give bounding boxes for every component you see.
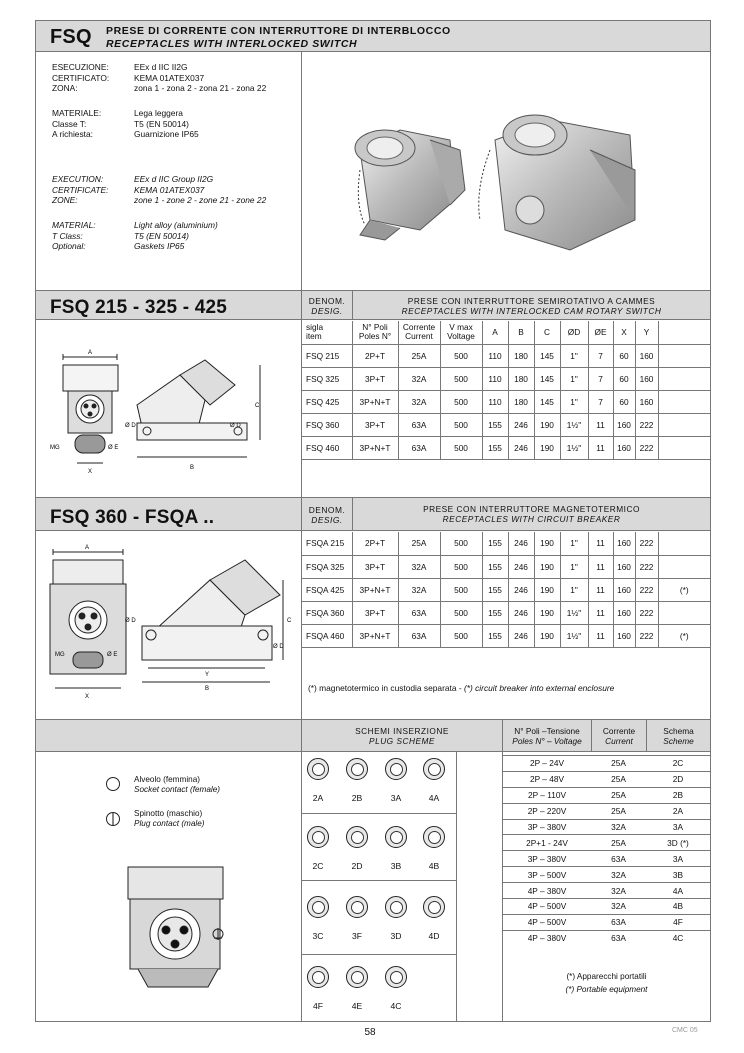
- table-cell: 160: [635, 367, 658, 390]
- scheme-cell: 2A: [646, 803, 710, 819]
- table-cell: 110: [482, 390, 508, 413]
- table-cell: 190: [534, 601, 560, 624]
- section1-title: FSQ 215 - 325 - 425: [50, 297, 228, 318]
- table-cell: (*): [658, 578, 710, 601]
- table-cell: 180: [508, 344, 534, 367]
- female-contact-icon: [106, 777, 120, 791]
- table-cell: 60: [613, 367, 635, 390]
- table-cell: 246: [508, 601, 534, 624]
- plug-3f-icon: [346, 896, 368, 918]
- table-cell: 25A: [398, 532, 440, 555]
- scheme-cell: 4P – 380V: [503, 883, 591, 899]
- plug-label: 2D: [351, 861, 363, 871]
- table-cell: 500: [440, 367, 482, 390]
- scheme-cell: 32A: [591, 899, 646, 915]
- table-cell: 7: [588, 390, 613, 413]
- plug-label: 3D: [390, 931, 402, 941]
- table-row: [302, 436, 710, 459]
- scheme-table: [503, 755, 710, 946]
- scheme-cell: 4P – 500V: [503, 899, 591, 915]
- table-cell: FSQ 325: [302, 367, 352, 390]
- table-cell: 1": [560, 390, 588, 413]
- table-cell: 155: [482, 532, 508, 555]
- table-row: [302, 344, 710, 367]
- table-cell: 160: [613, 601, 635, 624]
- scheme-row: [503, 883, 710, 899]
- plug-3d-icon: [385, 896, 407, 918]
- scheme-cell: 3D (*): [646, 835, 710, 851]
- plug-4a-icon: [423, 758, 445, 780]
- table-cell: 1½": [560, 624, 588, 647]
- s1-label-mg: MG: [50, 445, 60, 451]
- table-row: [302, 532, 710, 555]
- scheme-cell: 2P+1 - 24V: [503, 835, 591, 851]
- table-cell: [658, 413, 710, 436]
- section2-title: FSQ 360 - FSQA ..: [50, 507, 215, 528]
- table-cell: FSQA 360: [302, 601, 352, 624]
- table-cell: 110: [482, 344, 508, 367]
- plug-label: 3C: [312, 931, 324, 941]
- plug-2d-icon: [346, 826, 368, 848]
- scheme-row: [503, 867, 710, 883]
- section1-desc: PRESE CON INTERRUTTORE SEMIROTATIVO A CAMMES RECEPTACLES WITH INTERLOCKED CAM ROTARY SWITCH: [401, 296, 662, 316]
- scheme-cell: 4F: [646, 914, 710, 930]
- scheme-cell: 25A: [591, 771, 646, 787]
- table-cell: 160: [613, 578, 635, 601]
- plug-label: 4C: [390, 1001, 402, 1011]
- section1-table: [302, 321, 710, 460]
- scheme-cell: 25A: [591, 803, 646, 819]
- scheme-cell: 2D: [646, 771, 710, 787]
- section2-table: [302, 532, 710, 648]
- table-cell: 1½": [560, 436, 588, 459]
- scheme-cell: 3P – 380V: [503, 851, 591, 867]
- table-cell: (*): [658, 624, 710, 647]
- scheme-cell: 32A: [591, 867, 646, 883]
- table-cell: 32A: [398, 555, 440, 578]
- table-row: [302, 413, 710, 436]
- table-cell: 11: [588, 555, 613, 578]
- plug-label: 2B: [351, 793, 363, 803]
- table-cell: 500: [440, 436, 482, 459]
- specs-italian: ESECUZIONE: EEx d IIC II2G CERTIFICATO: KEMA 01ATEX037 ZONA: zona 1 - zona 2 - zona 21 - zona 22: [52, 62, 267, 94]
- table-cell: 32A: [398, 390, 440, 413]
- scheme-cell: 32A: [591, 883, 646, 899]
- s2-label-mg: MG: [55, 652, 65, 658]
- table-cell: 1": [560, 367, 588, 390]
- table-cell: FSQ 425: [302, 390, 352, 413]
- s2-label-x: X: [85, 694, 90, 700]
- table-cell: 60: [613, 390, 635, 413]
- table-cell: [658, 601, 710, 624]
- plug-label: 2C: [312, 861, 324, 871]
- table-cell: 222: [635, 578, 658, 601]
- plug-3b-icon: [385, 826, 407, 848]
- table-cell: 32A: [398, 578, 440, 601]
- table-cell: FSQA 425: [302, 578, 352, 601]
- table-cell: FSQA 460: [302, 624, 352, 647]
- table-cell: 3P+T: [352, 413, 398, 436]
- table-cell: 246: [508, 624, 534, 647]
- table-cell: 3P+N+T: [352, 578, 398, 601]
- table-cell: FSQ 460: [302, 436, 352, 459]
- table-cell: 3P+N+T: [352, 390, 398, 413]
- table-cell: 60: [613, 344, 635, 367]
- specs-english-material: MATERIAL: Light alloy (aluminium) T Class: T5 (EN 50014) Optional: Gaskets IP65: [52, 220, 218, 252]
- table-cell: 190: [534, 436, 560, 459]
- header-code: FSQ: [50, 26, 92, 48]
- table-row: [302, 578, 710, 601]
- plug-label: 3B: [390, 861, 402, 871]
- plug-2c-icon: [307, 826, 329, 848]
- table-cell: [658, 367, 710, 390]
- table-cell: 222: [635, 555, 658, 578]
- table-cell: [658, 436, 710, 459]
- scheme-cell: 2B: [646, 787, 710, 803]
- table-cell: [658, 344, 710, 367]
- scheme-cell: 25A: [591, 835, 646, 851]
- table-cell: 1½": [560, 601, 588, 624]
- section1-denom: DENOM. DESIG.: [308, 296, 346, 316]
- scheme-row: [503, 914, 710, 930]
- scheme-cell: 3B: [646, 867, 710, 883]
- header-title-en: RECEPTACLES WITH INTERLOCKED SWITCH: [106, 38, 358, 50]
- header-title-it: PRESE DI CORRENTE CON INTERRUTTORE DI INTERBLOCCO: [106, 25, 451, 37]
- plug-4f-icon: [307, 966, 329, 988]
- table-cell: 190: [534, 413, 560, 436]
- table-cell: 190: [534, 578, 560, 601]
- table-row: [302, 367, 710, 390]
- specs-english: EXECUTION: EEx d IIC Group II2G CERTIFICATE: KEMA 01ATEX037 ZONE: zone 1 - zone 2 - zone 21 - zone 22: [52, 174, 267, 206]
- scheme-cell: 2C: [646, 756, 710, 772]
- table-cell: 1": [560, 344, 588, 367]
- table-cell: 180: [508, 390, 534, 413]
- table-cell: 145: [534, 344, 560, 367]
- table-row: [302, 624, 710, 647]
- table-cell: 246: [508, 578, 534, 601]
- plug-4b-icon: [423, 826, 445, 848]
- table-cell: 3P+N+T: [352, 624, 398, 647]
- table-cell: 160: [613, 413, 635, 436]
- section2-drawing: [45, 540, 295, 700]
- section2-note: (*) magnetotermico in custodia separata - (*) circuit breaker into external enclosure: [308, 683, 615, 693]
- table-cell: 160: [613, 436, 635, 459]
- table-row: [302, 390, 710, 413]
- s1-label-d: Ø D: [125, 423, 136, 429]
- table-cell: 3P+T: [352, 367, 398, 390]
- scheme-row: [503, 819, 710, 835]
- schemes-head: SCHEMI INSERZIONE PLUG SCHEME: [355, 726, 449, 746]
- s2-label-d: Ø D: [125, 618, 136, 624]
- legend-female: Alveolo (femmina) Socket contact (female): [134, 775, 221, 794]
- scheme-cell: 2P – 24V: [503, 756, 591, 772]
- section2-denom: DENOM. DESIG.: [308, 505, 346, 525]
- table-cell: 145: [534, 367, 560, 390]
- table-cell: 25A: [398, 344, 440, 367]
- plug-2a-icon: [307, 758, 329, 780]
- table-cell: 110: [482, 367, 508, 390]
- scheme-cell: 63A: [591, 851, 646, 867]
- scheme-row: [503, 787, 710, 803]
- table-cell: 222: [635, 624, 658, 647]
- s1-label-x: X: [88, 469, 93, 475]
- table-cell: 11: [588, 578, 613, 601]
- scheme-cell: 4C: [646, 930, 710, 946]
- table-cell: 2P+T: [352, 532, 398, 555]
- table-cell: 155: [482, 578, 508, 601]
- table-cell: 246: [508, 532, 534, 555]
- table-cell: 3P+N+T: [352, 436, 398, 459]
- table-cell: FSQA 325: [302, 555, 352, 578]
- plug-2b-icon: [346, 758, 368, 780]
- table-cell: 155: [482, 601, 508, 624]
- table-cell: 32A: [398, 367, 440, 390]
- plug-4d-icon: [423, 896, 445, 918]
- table-cell: 1½": [560, 413, 588, 436]
- scheme-cell: 4P – 500V: [503, 914, 591, 930]
- table-cell: 3P+T: [352, 601, 398, 624]
- table-cell: 500: [440, 624, 482, 647]
- scheme-cell: 4B: [646, 899, 710, 915]
- plug-label: 4A: [428, 793, 440, 803]
- scheme-cell: 63A: [591, 914, 646, 930]
- table-cell: 11: [588, 624, 613, 647]
- table-cell: 222: [635, 436, 658, 459]
- scheme-row: [503, 899, 710, 915]
- table-cell: 160: [635, 344, 658, 367]
- table-cell: 190: [534, 532, 560, 555]
- table-cell: 155: [482, 413, 508, 436]
- scheme-cell: 3P – 380V: [503, 819, 591, 835]
- s2-label-a: A: [85, 545, 90, 551]
- plug-4e-icon: [346, 966, 368, 988]
- s2-label-d2: Ø D: [273, 644, 284, 650]
- table-cell: 246: [508, 555, 534, 578]
- plug-label: 2A: [312, 793, 324, 803]
- table-cell: 11: [588, 532, 613, 555]
- scheme-cell: 25A: [591, 756, 646, 772]
- scheme-cell: 2P – 110V: [503, 787, 591, 803]
- male-contact-icon: [106, 812, 120, 826]
- table-cell: 1": [560, 555, 588, 578]
- table-cell: FSQ 215: [302, 344, 352, 367]
- table-cell: 160: [635, 390, 658, 413]
- legend-male: Spinotto (maschio) Plug contact (male): [134, 809, 205, 828]
- receptacle-front-drawing: [118, 862, 238, 992]
- table-cell: 246: [508, 436, 534, 459]
- table-row: [302, 601, 710, 624]
- scheme-row: [503, 930, 710, 946]
- table-cell: 160: [613, 532, 635, 555]
- scheme-cell: 4P – 380V: [503, 930, 591, 946]
- s1-label-a: A: [88, 350, 93, 356]
- plug-label: 3A: [390, 793, 402, 803]
- table-cell: 7: [588, 344, 613, 367]
- table-cell: 500: [440, 555, 482, 578]
- scheme-row: [503, 803, 710, 819]
- table-cell: FSQA 215: [302, 532, 352, 555]
- page-number: 58: [364, 1027, 376, 1038]
- scheme-cell: 3P – 500V: [503, 867, 591, 883]
- scheme-cell: 63A: [591, 930, 646, 946]
- table-cell: 63A: [398, 413, 440, 436]
- table-cell: 155: [482, 555, 508, 578]
- scheme-cell: 4A: [646, 883, 710, 899]
- table-cell: 500: [440, 390, 482, 413]
- section1-drawing: [45, 345, 295, 475]
- table-cell: 190: [534, 555, 560, 578]
- table-cell: [658, 390, 710, 413]
- table-cell: 63A: [398, 624, 440, 647]
- scheme-row: [503, 771, 710, 787]
- table-cell: 11: [588, 601, 613, 624]
- table-cell: 500: [440, 344, 482, 367]
- table-cell: 3P+T: [352, 555, 398, 578]
- schemes-col-current: Corrente Current: [602, 726, 636, 746]
- table-cell: FSQ 360: [302, 413, 352, 436]
- table-cell: 155: [482, 436, 508, 459]
- schemes-col-scheme: Schema Scheme: [663, 726, 694, 746]
- scheme-row: [503, 851, 710, 867]
- plug-label: 4E: [351, 1001, 363, 1011]
- footer-code: CMC 05: [672, 1027, 698, 1034]
- table-cell: 7: [588, 367, 613, 390]
- scheme-cell: 3A: [646, 819, 710, 835]
- scheme-row: [503, 756, 710, 772]
- s1-label-b: B: [190, 465, 195, 471]
- table-row: [302, 555, 710, 578]
- table-cell: 63A: [398, 601, 440, 624]
- section1-header-row: sigla item N° Poli Poles N° Corrente Current V max Voltage A B C ØD ØE X Y: [302, 321, 710, 344]
- portable-note: (*) Apparecchi portatili (*) Portable equipment: [565, 972, 648, 994]
- s2-label-c: C: [287, 618, 292, 624]
- table-cell: 222: [635, 413, 658, 436]
- plug-label: 4B: [428, 861, 440, 871]
- table-cell: 500: [440, 532, 482, 555]
- table-cell: 246: [508, 413, 534, 436]
- scheme-cell: 2P – 48V: [503, 771, 591, 787]
- table-cell: 63A: [398, 436, 440, 459]
- table-cell: 500: [440, 413, 482, 436]
- specs-italian-material: MATERIALE: Lega leggera Classe T: T5 (EN 50014) A richiesta: Guarnizione IP65: [52, 108, 199, 140]
- table-cell: 155: [482, 624, 508, 647]
- plug-label: 3F: [351, 931, 363, 941]
- plug-label: 4D: [428, 931, 440, 941]
- table-cell: 180: [508, 367, 534, 390]
- scheme-cell: 2P – 220V: [503, 803, 591, 819]
- plug-3c-icon: [307, 896, 329, 918]
- product-photo: [330, 110, 650, 260]
- table-cell: [658, 532, 710, 555]
- plug-label: 4F: [312, 1001, 324, 1011]
- table-cell: 1": [560, 578, 588, 601]
- s1-label-c: C: [255, 403, 260, 409]
- scheme-cell: 32A: [591, 819, 646, 835]
- table-cell: 190: [534, 624, 560, 647]
- scheme-row: [503, 835, 710, 851]
- plug-3a-icon: [385, 758, 407, 780]
- table-cell: 222: [635, 532, 658, 555]
- s2-label-y: Y: [205, 672, 210, 678]
- section2-desc: PRESE CON INTERRUTTORE MAGNETOTERMICO RECEPTACLES WITH CIRCUIT BREAKER: [423, 504, 640, 524]
- schemes-col-poles: N° Poli –Tensione Poles N° – Voltage: [512, 726, 582, 746]
- table-cell: 11: [588, 436, 613, 459]
- table-cell: 160: [613, 555, 635, 578]
- plug-4c-icon: [385, 966, 407, 988]
- s2-label-b: B: [205, 686, 210, 692]
- table-cell: 2P+T: [352, 344, 398, 367]
- table-cell: 1": [560, 532, 588, 555]
- table-cell: 160: [613, 624, 635, 647]
- s2-label-e: Ø E: [107, 652, 118, 658]
- table-cell: [658, 555, 710, 578]
- table-cell: 500: [440, 601, 482, 624]
- s1-label-d2: Ø D: [230, 423, 241, 429]
- table-cell: 11: [588, 413, 613, 436]
- s1-label-e: Ø E: [108, 445, 119, 451]
- scheme-cell: 3A: [646, 851, 710, 867]
- table-cell: 500: [440, 578, 482, 601]
- table-cell: 222: [635, 601, 658, 624]
- table-cell: 145: [534, 390, 560, 413]
- scheme-cell: 25A: [591, 787, 646, 803]
